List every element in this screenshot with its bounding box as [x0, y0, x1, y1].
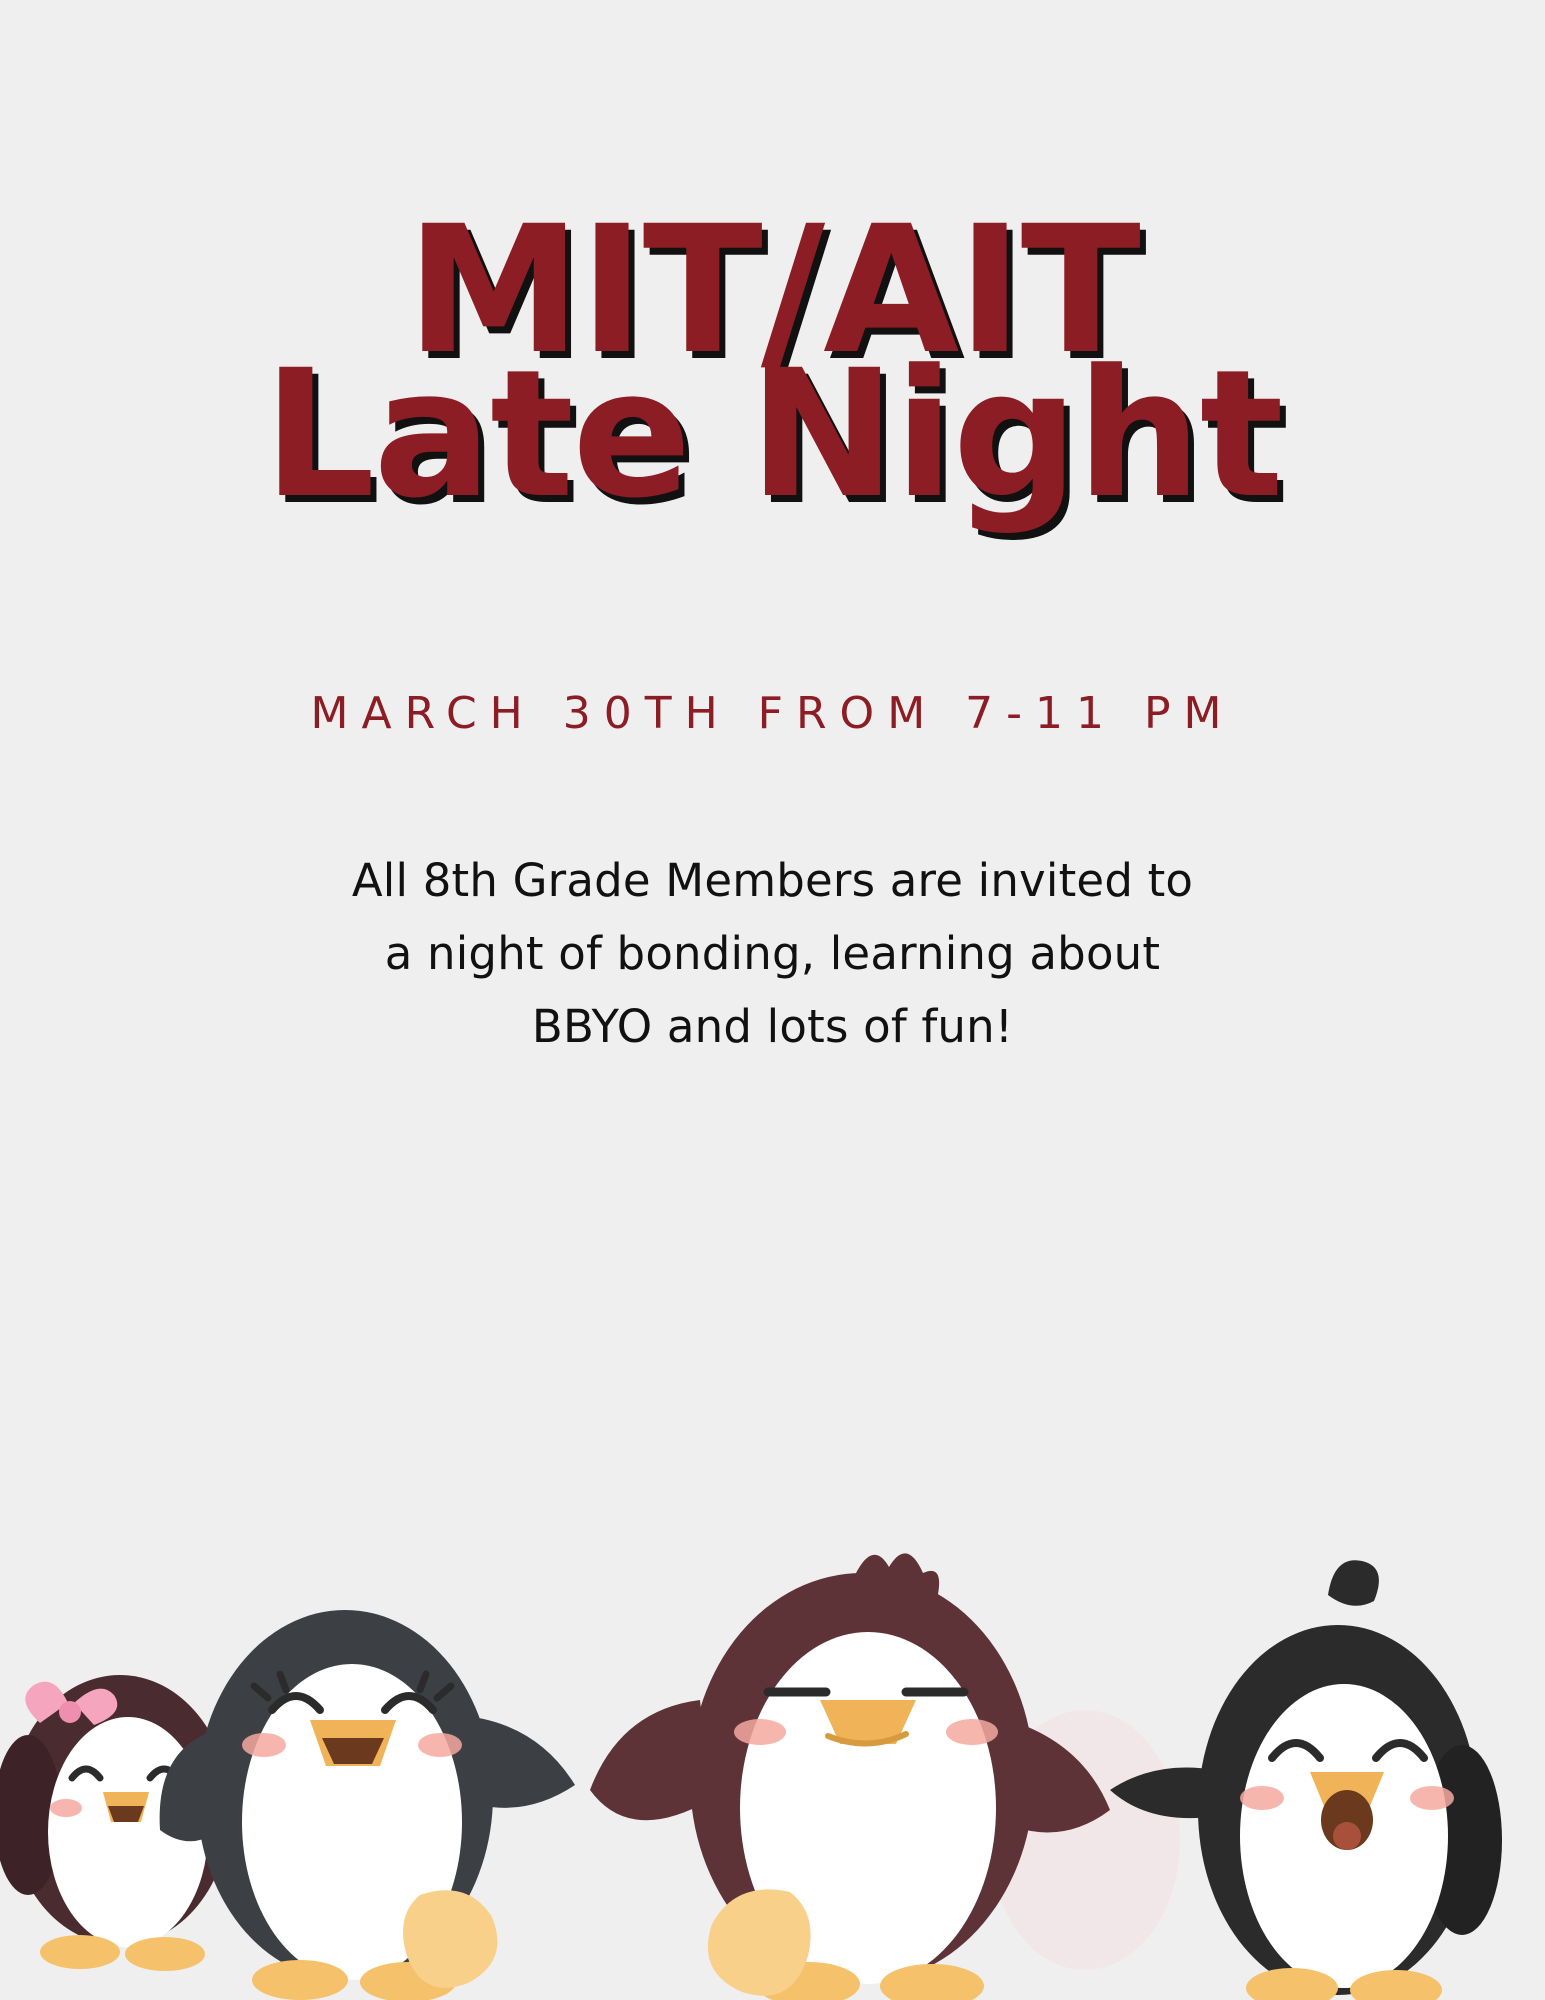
title-line-1: MIT/AIT [406, 188, 1139, 393]
description-line-1: All 8th Grade Members are invited to [351, 854, 1194, 907]
title-line-2: Late Night [263, 331, 1282, 537]
four-penguins-illustration [0, 1540, 1545, 2000]
description-line-3: BBYO and lots of fun! [531, 999, 1014, 1053]
page-title [0, 188, 1545, 537]
penguin-dark-gray [160, 1610, 575, 2000]
penguin-black-cowlick [1110, 1560, 1502, 2000]
description-line-2: a night of bonding, learning about [384, 926, 1161, 980]
event-date-time: MARCH 30TH FROM 7-11 PM [310, 688, 1235, 739]
penguin-maroon-large [590, 1553, 1180, 2000]
event-description [0, 845, 1545, 1064]
